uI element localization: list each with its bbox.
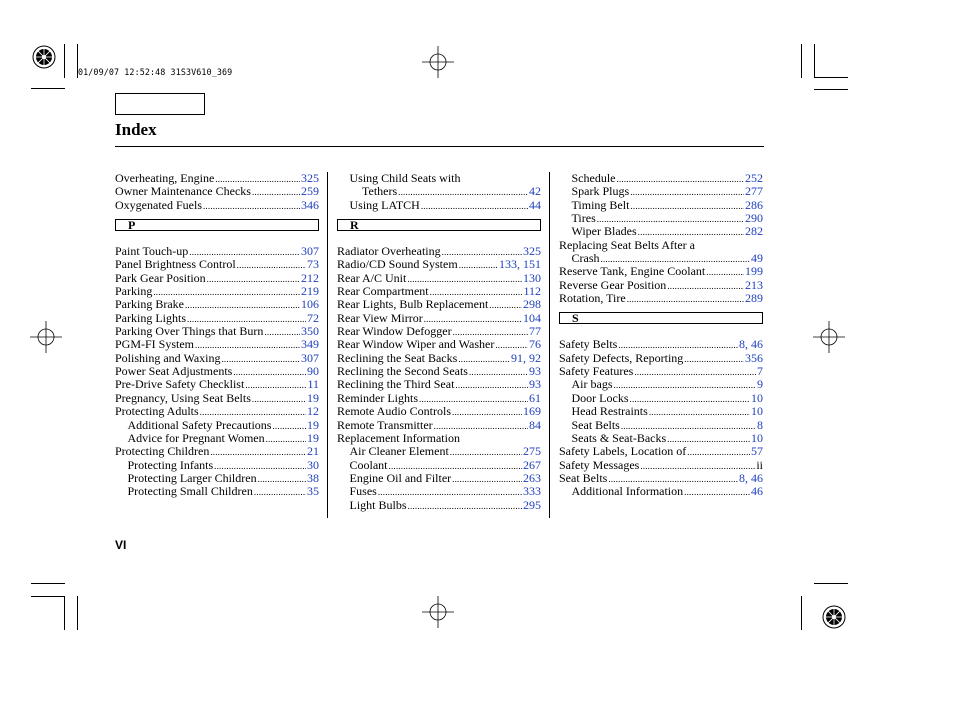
- crop-mark: [801, 596, 802, 630]
- dot-leader: [458, 353, 510, 365]
- page-reference-link[interactable]: 199: [745, 265, 763, 279]
- index-entry-label: Remote Transmitter: [337, 418, 433, 432]
- index-column-1: [115, 172, 319, 499]
- dot-leader: [389, 460, 523, 472]
- index-entry: [337, 258, 541, 271]
- index-column-3: [559, 172, 763, 499]
- dot-leader: [608, 473, 738, 485]
- dot-leader: [469, 366, 528, 378]
- dot-leader: [252, 186, 300, 198]
- page-reference-link[interactable]: 333: [523, 485, 541, 499]
- page-reference-link[interactable]: 10: [751, 431, 763, 445]
- crop-mark: [31, 596, 65, 597]
- index-entry: [115, 405, 319, 418]
- index-entry: [559, 185, 763, 198]
- index-entry-label: Rear View Mirror: [337, 311, 423, 325]
- index-entry: [337, 405, 541, 418]
- dot-leader: [706, 266, 744, 278]
- index-entry: [559, 172, 763, 185]
- index-entry-label: Crash: [571, 252, 600, 266]
- index-entry-label: Parking Over Things that Burn: [115, 325, 264, 339]
- dot-leader: [442, 246, 522, 258]
- page-reference-link[interactable]: 73: [307, 258, 319, 272]
- page-reference-link[interactable]: 7: [757, 365, 763, 379]
- dot-leader: [237, 259, 306, 271]
- index-entry-label: Replacement Information: [337, 431, 460, 445]
- column-divider: [549, 172, 550, 518]
- dot-leader: [614, 379, 757, 391]
- index-entry-label: Protecting Larger Children: [127, 471, 257, 485]
- dot-leader: [408, 500, 522, 512]
- index-entry: [115, 472, 319, 485]
- index-entry: [115, 272, 319, 285]
- dot-leader: [245, 379, 306, 391]
- index-subject: [337, 172, 541, 185]
- page-reference-link[interactable]: 350: [301, 325, 319, 339]
- index-entry-label: Schedule: [571, 172, 616, 185]
- index-letter-header: P: [115, 219, 319, 231]
- index-entry: [337, 459, 541, 472]
- page-reference-link[interactable]: 104: [523, 311, 541, 325]
- crop-mark: [64, 44, 65, 78]
- index-entry-label: Paint Touch-up: [115, 245, 189, 259]
- index-entry: [559, 338, 763, 351]
- index-entry: [337, 352, 541, 365]
- index-entry-label: Park Gear Position: [115, 271, 206, 285]
- index-entry: [115, 459, 319, 472]
- index-letter-header: R: [337, 219, 541, 231]
- index-entry-label: Protecting Infants: [127, 458, 214, 472]
- index-entry-label: Rotation, Tire: [559, 292, 626, 306]
- index-entry-label: Door Locks: [571, 391, 629, 405]
- index-entry-label: Owner Maintenance Checks: [115, 185, 251, 199]
- registration-rosette-icon: [32, 45, 56, 69]
- page-reference-link[interactable]: 44: [529, 198, 541, 212]
- dot-leader: [398, 186, 528, 198]
- page-reference-link[interactable]: 259: [301, 185, 319, 199]
- page-reference-link[interactable]: 76: [529, 338, 541, 352]
- index-entry: [337, 312, 541, 325]
- index-entry-label: Parking Lights: [115, 311, 186, 325]
- index-entry: [559, 485, 763, 498]
- index-entry: [337, 199, 541, 212]
- page-reference-link[interactable]: 289: [745, 292, 763, 306]
- page-reference-link[interactable]: 93: [529, 378, 541, 392]
- index-entry: [559, 472, 763, 485]
- dot-leader: [640, 460, 755, 472]
- index-entry-label: Protecting Small Children: [127, 485, 253, 499]
- page-reference-link[interactable]: 252: [745, 172, 763, 185]
- page-reference-link[interactable]: 8: [757, 418, 763, 432]
- page-reference-link[interactable]: 93: [529, 365, 541, 379]
- index-entry-label: Rear Window Wiper and Washer: [337, 338, 495, 352]
- dot-leader: [424, 313, 522, 325]
- registration-crosshair-icon: [813, 321, 845, 353]
- dot-leader: [215, 173, 300, 185]
- page-reference-link[interactable]: 298: [523, 298, 541, 312]
- page-reference-link[interactable]: 219: [301, 285, 319, 299]
- page-reference-link[interactable]: 263: [523, 471, 541, 485]
- page-reference-link[interactable]: 12: [307, 405, 319, 419]
- crop-mark: [31, 583, 65, 584]
- page-reference-link[interactable]: 10: [751, 391, 763, 405]
- dot-leader: [649, 406, 750, 418]
- index-entry-label: Using Child Seats with: [349, 172, 461, 185]
- page-reference-link[interactable]: 38: [307, 471, 319, 485]
- index-entry: [337, 392, 541, 405]
- index-entry-label: Replacing Seat Belts After a: [559, 238, 695, 252]
- dot-leader: [687, 446, 750, 458]
- dot-leader: [264, 326, 300, 338]
- index-entry: [115, 378, 319, 391]
- index-entry: [337, 272, 541, 285]
- index-entry: [559, 432, 763, 445]
- dot-leader: [489, 299, 522, 311]
- page-reference-link[interactable]: 290: [745, 212, 763, 226]
- index-entry: [115, 172, 319, 185]
- page-reference-link[interactable]: 35: [307, 485, 319, 499]
- crop-mark: [77, 596, 78, 630]
- dot-leader: [203, 200, 300, 212]
- page-reference-link[interactable]: 325: [301, 172, 319, 185]
- dot-leader: [638, 226, 744, 238]
- registration-rosette-icon: [822, 605, 846, 629]
- dot-leader: [207, 273, 300, 285]
- index-entry-label: Rear Window Defogger: [337, 325, 452, 339]
- index-entry-label: Fuses: [349, 485, 377, 499]
- index-entry-label: Advice for Pregnant Women: [127, 431, 265, 445]
- index-entry-label: Reverse Gear Position: [559, 278, 667, 292]
- index-entry: [559, 265, 763, 278]
- dot-leader: [667, 433, 750, 445]
- index-entry-label: Wiper Blades: [571, 225, 637, 239]
- index-entry: [559, 378, 763, 391]
- index-entry: [559, 212, 763, 225]
- dot-leader: [627, 293, 744, 305]
- index-entry-label: Reclining the Seat Backs: [337, 351, 458, 365]
- page-reference-link[interactable]: 91, 92: [511, 351, 541, 365]
- page-reference-link[interactable]: 307: [301, 351, 319, 365]
- index-entry: [337, 185, 541, 198]
- page-reference-link[interactable]: 8, 46: [739, 338, 763, 352]
- index-entry: [337, 472, 541, 485]
- dot-leader: [617, 173, 745, 185]
- index-entry-label: Protecting Children: [115, 445, 210, 459]
- dot-leader: [630, 393, 751, 405]
- dot-leader: [430, 286, 523, 298]
- index-entry-label: Rear Compartment: [337, 285, 429, 299]
- index-entry: [559, 352, 763, 365]
- index-entry: [559, 252, 763, 265]
- dot-leader: [221, 353, 300, 365]
- page-reference-link[interactable]: 275: [523, 445, 541, 459]
- crop-mark: [814, 77, 848, 78]
- page-reference-link[interactable]: 277: [745, 185, 763, 199]
- page-reference-link[interactable]: 346: [301, 198, 319, 212]
- index-entry: [115, 432, 319, 445]
- page-reference-link[interactable]: 356: [745, 351, 763, 365]
- page-reference-link[interactable]: 349: [301, 338, 319, 352]
- page-reference-link[interactable]: 30: [307, 458, 319, 472]
- page-reference-link[interactable]: 72: [307, 311, 319, 325]
- index-entry: [115, 185, 319, 198]
- index-entry-label: Power Seat Adjustments: [115, 365, 233, 379]
- index-entry-label: Reserve Tank, Engine Coolant: [559, 265, 706, 279]
- index-entry-label: PGM-FI System: [115, 338, 195, 352]
- index-entry: [559, 392, 763, 405]
- dot-leader: [189, 246, 300, 258]
- page-reference-link[interactable]: 130: [523, 271, 541, 285]
- index-entry: [559, 365, 763, 378]
- index-entry-label: Additional Safety Precautions: [127, 418, 272, 432]
- page-reference-link[interactable]: 295: [523, 498, 541, 512]
- crop-mark: [814, 44, 815, 78]
- index-entry: [115, 325, 319, 338]
- page-reference-link[interactable]: 19: [307, 391, 319, 405]
- page-reference-link[interactable]: 19: [307, 418, 319, 432]
- index-entry-label: Safety Features: [559, 365, 634, 379]
- dot-leader: [667, 280, 744, 292]
- registration-crosshair-icon: [30, 321, 62, 353]
- index-entry-label: Safety Defects, Reporting: [559, 351, 684, 365]
- index-entry: [559, 225, 763, 238]
- index-entry-label: Engine Oil and Filter: [349, 471, 452, 485]
- index-entry: [337, 245, 541, 258]
- index-entry-label: Air Cleaner Element: [349, 445, 449, 459]
- index-subject: [559, 239, 763, 252]
- page-reference-link[interactable]: 213: [745, 278, 763, 292]
- page-reference-link[interactable]: 212: [301, 271, 319, 285]
- index-entry: [337, 285, 541, 298]
- dot-leader: [618, 339, 738, 351]
- dot-leader: [233, 366, 306, 378]
- index-entry-label: Panel Brightness Control: [115, 258, 236, 272]
- page-reference-link[interactable]: 267: [523, 458, 541, 472]
- index-entry: [115, 352, 319, 365]
- dot-leader: [258, 473, 306, 485]
- index-entry-label: Seat Belts: [571, 418, 620, 432]
- index-letter-header: S: [559, 312, 763, 324]
- page-reference-link[interactable]: 133, 151: [499, 258, 541, 272]
- index-entry-label: Pre-Drive Safety Checklist: [115, 378, 245, 392]
- index-entry-label: Tethers: [362, 185, 398, 199]
- dot-leader: [452, 406, 522, 418]
- print-slug: 01/09/07 12:52:48 31S3V610_369: [78, 67, 233, 77]
- dot-leader: [153, 286, 300, 298]
- index-entry-label: Rear Lights, Bulb Replacement: [337, 298, 489, 312]
- dot-leader: [214, 460, 306, 472]
- index-entry: [115, 285, 319, 298]
- index-entry-label: Pregnancy, Using Seat Belts: [115, 391, 251, 405]
- index-entry-label: Remote Audio Controls: [337, 405, 451, 419]
- index-entry: [115, 298, 319, 311]
- section-tab-box: [115, 93, 205, 115]
- dot-leader: [450, 446, 522, 458]
- index-entry: [337, 298, 541, 311]
- index-entry-label: Radiator Overheating: [337, 245, 441, 259]
- dot-leader: [378, 486, 522, 498]
- index-entry: [115, 312, 319, 325]
- page-reference-link[interactable]: 19: [307, 431, 319, 445]
- dot-leader: [195, 339, 300, 351]
- index-entry-label: Parking: [115, 285, 153, 299]
- index-entry-label: Radio/CD Sound System: [337, 258, 458, 272]
- page-reference-link[interactable]: 307: [301, 245, 319, 259]
- crop-mark: [31, 88, 65, 89]
- index-entry: [115, 392, 319, 405]
- index-entry-label: Reclining the Third Seat: [337, 378, 455, 392]
- index-entry: [115, 419, 319, 432]
- crop-mark: [814, 89, 848, 90]
- dot-leader: [495, 339, 528, 351]
- page-reference-link[interactable]: 49: [751, 252, 763, 266]
- index-entry: [337, 485, 541, 498]
- index-entry: [115, 445, 319, 458]
- index-entry-label: Additional Information: [571, 485, 684, 499]
- index-entry: [337, 365, 541, 378]
- registration-crosshair-icon: [422, 46, 454, 78]
- index-entry-label: Reminder Lights: [337, 391, 418, 405]
- index-entry-label: Reclining the Second Seats: [337, 365, 468, 379]
- dot-leader: [455, 379, 528, 391]
- index-entry-label: Overheating, Engine: [115, 172, 215, 185]
- dot-leader: [200, 406, 306, 418]
- index-entry: [337, 325, 541, 338]
- dot-leader: [459, 259, 498, 271]
- index-entry: [115, 245, 319, 258]
- index-entry: [337, 378, 541, 391]
- dot-leader: [630, 200, 744, 212]
- index-entry-label: Protecting Adults: [115, 405, 199, 419]
- page-title: Index: [115, 120, 157, 139]
- index-entry-label: Rear A/C Unit: [337, 271, 407, 285]
- dot-leader: [185, 299, 300, 311]
- dot-leader: [252, 393, 306, 405]
- dot-leader: [684, 353, 744, 365]
- page-reference-link[interactable]: 77: [529, 325, 541, 339]
- index-entry-label: Safety Labels, Location of: [559, 445, 687, 459]
- index-entry: [559, 292, 763, 305]
- page-reference-link[interactable]: 169: [523, 405, 541, 419]
- page-reference-link: ii: [756, 458, 763, 472]
- index-subject: [337, 432, 541, 445]
- page-number: VI: [115, 538, 127, 552]
- page-reference-link[interactable]: 90: [307, 365, 319, 379]
- index-entry-label: Polishing and Waxing: [115, 351, 221, 365]
- dot-leader: [434, 420, 528, 432]
- title-rule: [115, 146, 764, 147]
- column-divider: [327, 172, 328, 518]
- page-reference-link[interactable]: 325: [523, 245, 541, 259]
- index-entry: [559, 459, 763, 472]
- dot-leader: [419, 393, 528, 405]
- dot-leader: [621, 420, 756, 432]
- index-entry: [559, 199, 763, 212]
- index-entry-label: Air bags: [571, 378, 613, 392]
- index-entry-label: Coolant: [349, 458, 388, 472]
- dot-leader: [407, 273, 522, 285]
- dot-leader: [421, 200, 528, 212]
- crop-mark: [814, 583, 848, 584]
- page-reference-link[interactable]: 46: [751, 485, 763, 499]
- index-entry-label: Head Restraints: [571, 405, 648, 419]
- page-reference-link[interactable]: 9: [757, 378, 763, 392]
- index-entry-label: Seat Belts: [559, 471, 608, 485]
- index-entry: [559, 405, 763, 418]
- dot-leader: [684, 486, 750, 498]
- page-reference-link[interactable]: 282: [745, 225, 763, 239]
- page-reference-link[interactable]: 11: [307, 378, 319, 392]
- index-entry: [115, 338, 319, 351]
- crop-mark: [64, 596, 65, 630]
- dot-leader: [634, 366, 756, 378]
- page-reference-link[interactable]: 61: [529, 391, 541, 405]
- dot-leader: [601, 253, 751, 265]
- index-entry: [559, 279, 763, 292]
- dot-leader: [272, 420, 306, 432]
- index-entry: [115, 258, 319, 271]
- index-entry-label: Safety Messages: [559, 458, 640, 472]
- dot-leader: [254, 486, 306, 498]
- page-reference-link[interactable]: 112: [523, 285, 541, 299]
- index-entry: [115, 199, 319, 212]
- index-entry: [337, 338, 541, 351]
- index-entry-label: Oxygenated Fuels: [115, 198, 202, 212]
- page-reference-link[interactable]: 10: [751, 405, 763, 419]
- crop-mark: [801, 44, 802, 78]
- index-entry: [115, 485, 319, 498]
- registration-crosshair-icon: [422, 596, 454, 628]
- index-column-2: [337, 172, 541, 512]
- index-entry-label: Safety Belts: [559, 338, 618, 352]
- index-entry: [115, 365, 319, 378]
- index-entry-label: Parking Brake: [115, 298, 184, 312]
- index-entry-label: Using LATCH: [349, 198, 420, 212]
- dot-leader: [630, 186, 744, 198]
- page-reference-link[interactable]: 106: [301, 298, 319, 312]
- index-entry: [559, 445, 763, 458]
- index-entry: [559, 419, 763, 432]
- index-entry-label: Light Bulbs: [349, 498, 407, 512]
- index-entry: [337, 419, 541, 432]
- index-entry-label: Seats & Seat-Backs: [571, 431, 667, 445]
- index-entry-label: Spark Plugs: [571, 185, 630, 199]
- dot-leader: [452, 473, 522, 485]
- index-entry-label: Tires: [571, 212, 596, 226]
- dot-leader: [453, 326, 528, 338]
- index-entry: [337, 445, 541, 458]
- page-reference-link[interactable]: 8, 46: [739, 471, 763, 485]
- page-reference-link[interactable]: 57: [751, 445, 763, 459]
- dot-leader: [597, 213, 744, 225]
- page-reference-link[interactable]: 21: [307, 445, 319, 459]
- page-reference-link[interactable]: 42: [529, 185, 541, 199]
- dot-leader: [210, 446, 306, 458]
- index-entry: [337, 499, 541, 512]
- dot-leader: [187, 313, 306, 325]
- index-entry-label: Timing Belt: [571, 198, 630, 212]
- dot-leader: [266, 433, 306, 445]
- page-reference-link[interactable]: 286: [745, 198, 763, 212]
- page-reference-link[interactable]: 84: [529, 418, 541, 432]
